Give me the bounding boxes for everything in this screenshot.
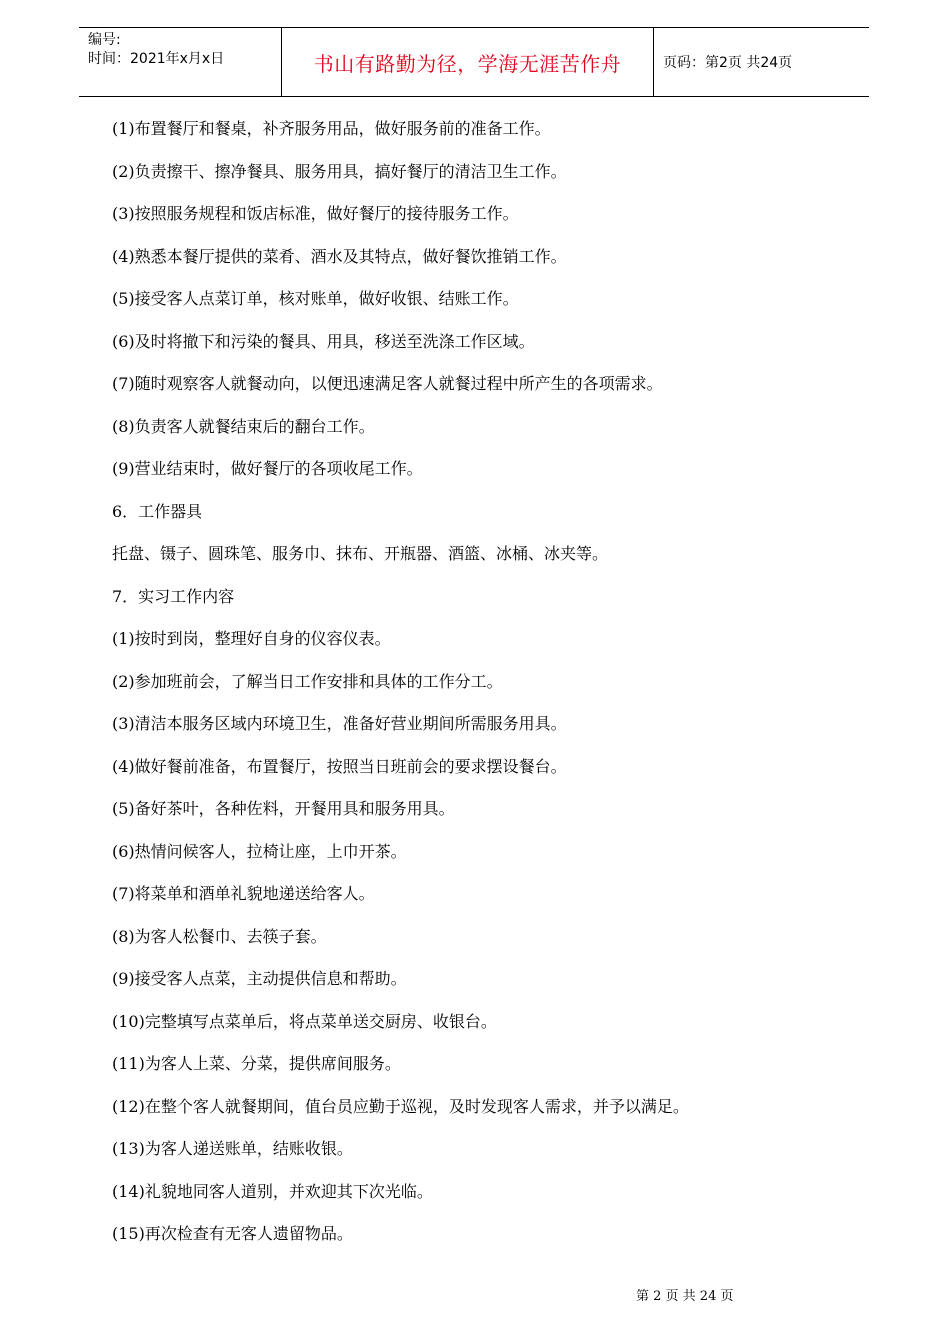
section-heading: 7．实习工作内容	[112, 586, 235, 606]
body-line: (2)参加班前会，了解当日工作安排和具体的工作分工。	[112, 671, 503, 691]
header-page-info: 页码：第2页 共24页	[663, 55, 793, 71]
page-footer: 第 2 页 共 24 页	[636, 1289, 734, 1304]
body-line: (5)备好茶叶，各种佐料，开餐用具和服务用具。	[112, 799, 455, 818]
body-line: (4)做好餐前准备，布置餐厅，按照当日班前会的要求摆设餐台。	[112, 756, 567, 776]
body-line: (1)按时到岗，整理好自身的仪容仪表。	[112, 629, 391, 648]
body-line: (10)完整填写点菜单后，将点菜单送交厨房、收银台。	[112, 1011, 497, 1031]
document-time-label: 时间：2021年x月x日	[88, 51, 225, 67]
body-line: (3)清洁本服务区域内环境卫生，准备好营业期间所需服务用具。	[112, 714, 567, 733]
body-line: (12)在整个客人就餐期间，值台员应勤于巡视，及时发现客人需求，并予以满足。	[112, 1096, 689, 1116]
document-number-label: 编号:	[88, 32, 121, 48]
body-line: 托盘、镊子、圆珠笔、服务巾、抹布、开瓶器、酒篮、冰桶、冰夹等。	[112, 544, 609, 563]
body-line: (7)将菜单和酒单礼貌地递送给客人。	[112, 884, 375, 903]
body-line: (2)负责擦干、擦净餐具、服务用具，搞好餐厅的清洁卫生工作。	[112, 161, 567, 181]
body-line: (15)再次检查有无客人遗留物品。	[112, 1224, 353, 1243]
header-motto: 书山有路勤为径，学海无涯苦作舟	[282, 28, 654, 96]
body-line: (11)为客人上菜、分菜，提供席间服务。	[112, 1054, 401, 1073]
body-line: (9)接受客人点菜，主动提供信息和帮助。	[112, 969, 407, 988]
body-line: (3)按照服务规程和饭店标准，做好餐厅的接待服务工作。	[112, 204, 519, 223]
body-line: (6)及时将撤下和污染的餐具、用具，移送至洗涤工作区域。	[112, 331, 535, 351]
body-line: (6)热情问候客人，拉椅让座，上巾开茶。	[112, 841, 407, 861]
document-body	[112, 115, 872, 1263]
section-heading: 6．工作器具	[112, 501, 203, 521]
body-line: (5)接受客人点菜订单，核对账单，做好收银、结账工作。	[112, 289, 519, 308]
page-header	[79, 27, 869, 97]
body-line: (7)随时观察客人就餐动向，以便迅速满足客人就餐过程中所产生的各项需求。	[112, 374, 663, 393]
body-line: (13)为客人递送账单，结账收银。	[112, 1139, 353, 1158]
body-line: (14)礼貌地同客人道别，并欢迎其下次光临。	[112, 1181, 433, 1201]
header-meta-cell	[79, 28, 282, 96]
body-line: (9)营业结束时，做好餐厅的各项收尾工作。	[112, 459, 423, 478]
body-line: (8)负责客人就餐结束后的翻台工作。	[112, 416, 375, 436]
body-line: (8)为客人松餐巾、去筷子套。	[112, 926, 327, 946]
body-line: (4)熟悉本餐厅提供的菜肴、酒水及其特点，做好餐饮推销工作。	[112, 246, 567, 266]
body-line: (1)布置餐厅和餐桌，补齐服务用品，做好服务前的准备工作。	[112, 119, 551, 138]
